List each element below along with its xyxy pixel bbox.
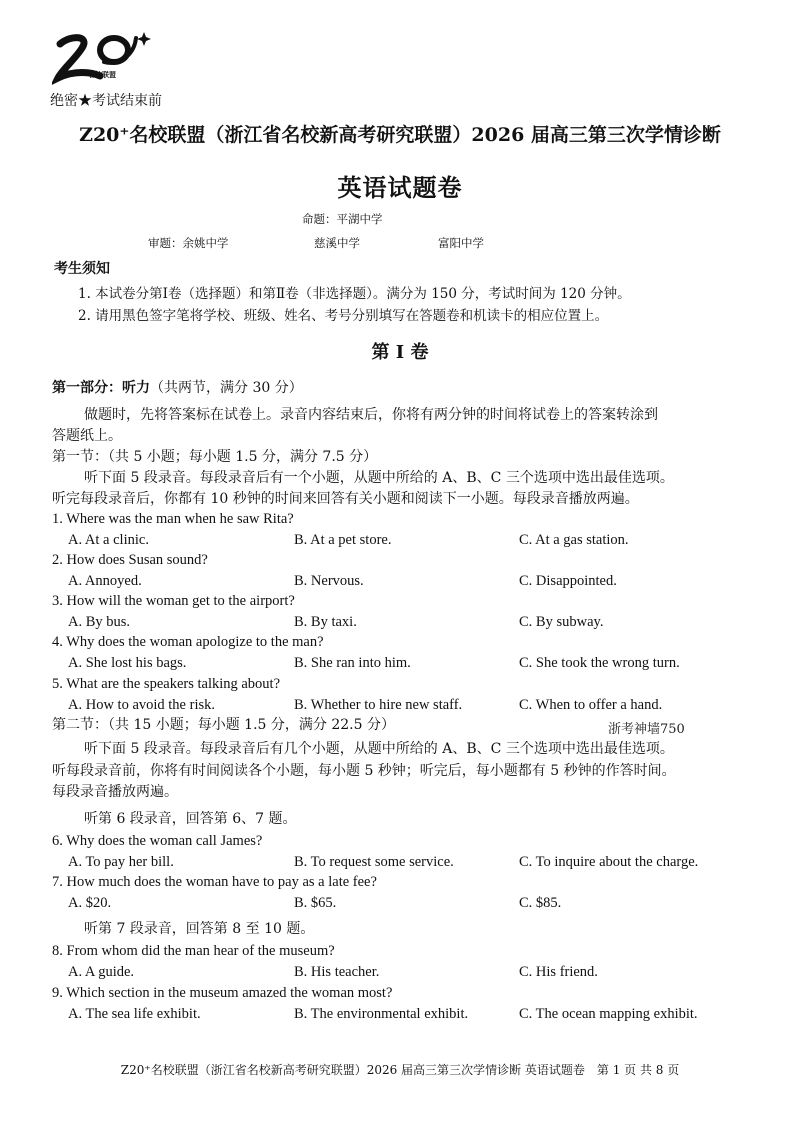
reviewer-label-text: 审题： <box>148 236 183 250</box>
notice-heading: 考生须知 <box>54 261 110 277</box>
question-text: 9. Which section in the museum amazed the woman most? <box>52 985 393 1001</box>
option-a: A. At a clinic. <box>68 532 149 548</box>
question-text: 3. How will the woman get to the airport? <box>52 593 295 609</box>
option-c: C. When to offer a hand. <box>519 697 663 713</box>
segment-instruction: 听第 7 段录音，回答第 8 至 10 题。 <box>84 921 315 937</box>
volume-title: 第 I 卷 <box>371 342 429 363</box>
option-b: B. To request some service. <box>294 854 454 870</box>
confidential-mark: 绝密★考试结束前 <box>50 93 162 109</box>
section1-intro-line: 听下面 5 段录音。每段录音后有一个小题，从题中所给的 A、B、C 三个选项中选出最佳选项。 <box>84 470 674 486</box>
part1-intro-line: 做题时，先将答案标在试卷上。录音内容结束后，你将有两分钟的时间将试卷上的答案转涂到 <box>84 407 658 423</box>
notice-item: 1. 本试卷分第Ⅰ卷（选择题）和第Ⅱ卷（非选择题）。满分为 150 分，考试时间为 120 分钟。 <box>78 286 631 302</box>
section2-heading: 第二节：（共 15 小题；每小题 1.5 分，满分 22.5 分） <box>52 717 395 733</box>
option-b: B. At a pet store. <box>294 532 392 548</box>
option-b: B. By taxi. <box>294 614 357 630</box>
segment-instruction: 听第 6 段录音，回答第 6、7 题。 <box>84 811 297 827</box>
option-a: A. $20. <box>68 895 112 911</box>
option-a: A. A guide. <box>68 964 135 980</box>
reviewer-label <box>148 235 229 251</box>
part1-heading <box>52 377 303 399</box>
option-a: A. The sea life exhibit. <box>68 1006 201 1022</box>
section1-intro-line: 听完每段录音后，你都有 10 秒钟的时间来回答有关小题和阅读下一小题。每段录音播放两遍。 <box>52 491 639 507</box>
option-b: B. His teacher. <box>294 964 380 980</box>
page-footer: Z20⁺名校联盟（浙江省名校新高考研究联盟）2026 届高三第三次学情诊断 英语试题卷 第 1 页 共 8 页 <box>120 1063 680 1077</box>
option-a: A. She lost his bags. <box>68 655 187 671</box>
reviewer-school: 余姚中学 <box>182 236 229 250</box>
option-b: B. Whether to hire new staff. <box>294 697 463 713</box>
option-c: C. She took the wrong turn. <box>519 655 680 671</box>
subject-title: 英语试题卷 <box>337 173 463 202</box>
question-text: 8. From whom did the man hear of the museum? <box>52 943 335 959</box>
option-b: B. The environmental exhibit. <box>294 1006 469 1022</box>
question-text: 6. Why does the woman call James? <box>52 833 263 849</box>
option-c: C. At a gas station. <box>519 532 629 548</box>
option-c: C. To inquire about the charge. <box>519 854 699 870</box>
notice-item: 2. 请用黑色签字笔将学校、班级、姓名、考号分别填写在答题卷和机读卡的相应位置上。 <box>78 308 609 324</box>
part1-heading-note: （共两节，满分 30 分） <box>150 380 303 396</box>
section2-intro-line: 听每段录音前，你将有时间阅读各个小题，每小题 5 秒钟；听完后，每小题都有 5 秒钟的作答时间。 <box>52 763 676 779</box>
question-text: 7. How much does the woman have to pay as a late fee? <box>52 874 377 890</box>
reviewer-school: 慈溪中学 <box>314 236 360 250</box>
part1-heading-text: 第一部分：听力 <box>52 380 150 396</box>
option-c: C. His friend. <box>519 964 598 980</box>
option-c: C. The ocean mapping exhibit. <box>519 1006 698 1022</box>
question-text: 2. How does Susan sound? <box>52 552 208 568</box>
part1-intro-line: 答题纸上。 <box>52 428 122 444</box>
question-text: 5. What are the speakers talking about? <box>52 676 281 692</box>
option-b: B. Nervous. <box>294 573 364 589</box>
option-b: B. She ran into him. <box>294 655 411 671</box>
option-c: C. Disappointed. <box>519 573 617 589</box>
watermark: 浙考神墙750 <box>608 722 685 737</box>
option-a: A. By bus. <box>68 614 131 630</box>
option-c: C. $85. <box>519 895 562 911</box>
exam-title: Z20⁺名校联盟（浙江省名校新高考研究联盟）2026 届高三第三次学情诊断 <box>79 124 721 146</box>
option-a: A. Annoyed. <box>68 573 142 589</box>
section2-intro-line: 每段录音播放两遍。 <box>52 784 178 800</box>
option-a: A. How to avoid the risk. <box>68 697 215 713</box>
section1-heading: 第一节：（共 5 小题；每小题 1.5 分，满分 7.5 分） <box>52 449 378 465</box>
reviewer-school: 富阳中学 <box>438 236 484 250</box>
logo-text: 名校联盟 <box>88 71 116 79</box>
option-a: A. To pay her bill. <box>68 854 174 870</box>
question-text: 4. Why does the woman apologize to the man? <box>52 634 324 650</box>
option-c: C. By subway. <box>519 614 604 630</box>
option-b: B. $65. <box>294 895 337 911</box>
question-text: 1. Where was the man when he saw Rita? <box>52 511 294 527</box>
setter-line: 命题：平湖中学 <box>302 212 383 226</box>
section2-intro-line: 听下面 5 段录音。每段录音后有几个小题，从题中所给的 A、B、C 三个选项中选出最佳选项。 <box>84 741 674 757</box>
